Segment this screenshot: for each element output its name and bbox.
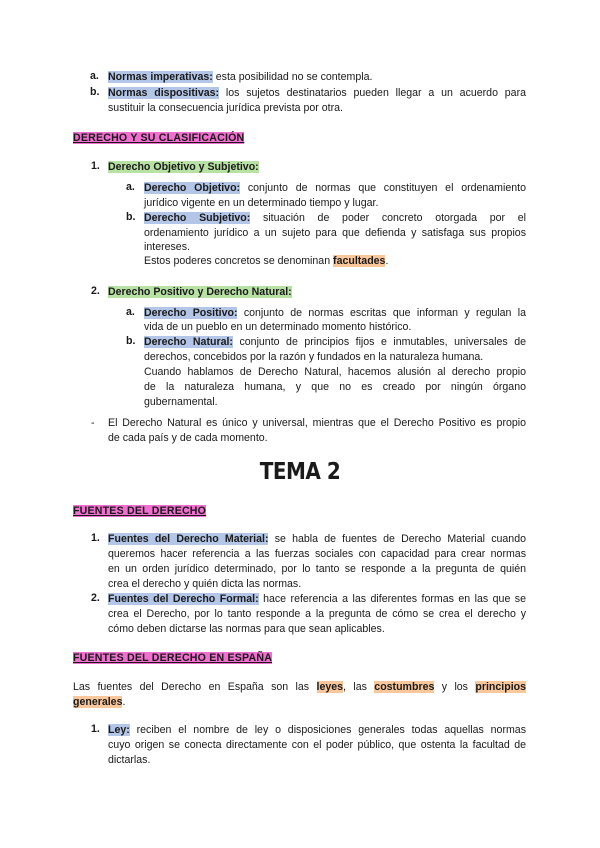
text-fragment: Estos poderes concretos se denominan [144,255,334,267]
list-marker: 2. [91,592,100,604]
list-item [108,532,526,547]
term-definition: hace referencia a las diferentes formas en las que se [263,593,527,605]
text-line: gubernamental. [144,396,218,408]
highlighted-term: principios [475,681,527,693]
text-line: Cuando hablamos de Derecho Natural, hacemos alusión al derecho propio [144,366,526,378]
list-marker: a. [126,181,135,193]
text-line: vida de un pueblo en un determinado momento histórico. [144,321,412,333]
term-definition: conjunto de normas escritas que informan y regulan la [243,307,526,319]
text-line: sustituir la consecuencia jurídica prevista por otra. [108,102,343,114]
text-line: cómo deben dictarse las normas para que sean aplicables. [108,623,385,635]
text-line: en un orden jurídico determinado, por lo tanto se responde a la pregunta de quién [108,563,526,575]
text-line [144,254,388,269]
list-item [144,306,526,321]
list-item [144,335,526,350]
section-heading [73,651,272,666]
list-marker: 1. [91,532,100,544]
highlighted-term: facultades [333,255,386,267]
term-definition: situación de poder concreto otorgada por el [263,212,526,224]
paragraph-line [73,695,125,710]
section-heading-text: FUENTES DEL DERECHO [73,505,207,517]
term-definition: reciben el nombre de ley o disposiciones generales todas aquellas normas [136,724,526,736]
text-fragment: y los [434,681,476,693]
list-item [108,70,526,85]
term-definition: conjunto de principios fijos e inmutables, universales de [239,336,526,348]
section-heading [73,131,244,146]
subsection-title-text: Derecho Positivo y Derecho Natural: [108,286,292,298]
text-fragment: . [385,255,389,267]
term-label: Fuentes del Derecho Material: [108,533,269,545]
subsection-title [108,285,292,300]
text-line: El Derecho Natural es único y universal, mientras que el Derecho Positivo es propio [108,417,526,429]
list-marker: a. [90,70,99,82]
text-line: crea el Derecho, por lo tanto responde a la pregunta de cómo se crea el derecho y [108,608,526,620]
term-label: Derecho Positivo: [144,307,238,319]
term-label: Derecho Objetivo: [144,182,241,194]
subsection-title [108,160,259,175]
text-line: derechos, concebidos por la razón y fundados en la naturaleza humana. [144,351,484,363]
term-definition: se habla de fuentes de Derecho Material cuando [274,533,526,545]
highlighted-term: leyes [316,681,344,693]
subsection-title-text: Derecho Objetivo y Subjetivo: [108,161,259,173]
list-marker: b. [126,211,136,223]
section-heading-text: FUENTES DEL DERECHO EN ESPAÑA [73,652,273,664]
text-line: jurídico vigente en un determinado tiempo y lugar. [144,197,379,209]
term-label: Normas dispositivas: [108,87,220,99]
text-line: dictarlas. [108,754,151,766]
term-label: Derecho Natural: [144,336,233,348]
list-item [108,86,526,101]
text-line: ordenamiento jurídico a un sujeto para que defienda y satisfaga sus propios [144,227,526,239]
text-line: intereses. [144,241,190,253]
list-marker: 1. [91,723,100,735]
highlighted-term: generales [73,696,123,708]
chapter-title: TEMA 2 [259,457,341,485]
text-line: de la naturaleza humana, y que no es creado por ningún órgano [144,381,526,393]
section-heading [73,504,206,519]
list-item [108,592,526,607]
text-fragment: , las [343,681,375,693]
list-marker: 1. [91,160,100,172]
text-line: de cada país y de cada momento. [108,432,268,444]
list-marker: b. [126,335,136,347]
list-marker: 2. [91,285,100,297]
highlighted-term: costumbres [374,681,435,693]
list-item [144,211,526,226]
list-item [108,723,526,738]
text-line: queremos hacer referencia a las fuerzas sociales con capacidad para crear normas [108,548,526,560]
text-line: cuyo origen se conecta directamente con el poder público, que ostenta la facultad de [108,739,526,751]
text-fragment: Las fuentes del Derecho en España son las [73,681,317,693]
text-fragment: . [122,696,126,708]
section-heading-text: DERECHO Y SU CLASIFICACIÓN [73,132,245,144]
term-label: Derecho Subjetivo: [144,212,251,224]
term-label: Normas imperativas: [108,71,213,83]
dash-marker: - [91,417,95,429]
term-label: Ley: [108,724,130,736]
list-marker: a. [126,306,135,318]
list-marker: b. [90,86,100,98]
term-definition: conjunto de normas que constituyen el ordenamiento [247,182,526,194]
term-definition: esta posibilidad no se contempla. [215,71,373,83]
list-item [144,181,526,196]
paragraph-line [73,680,526,695]
term-definition: los sujetos destinatarios pueden llegar a un acuerdo para [225,87,526,99]
term-label: Fuentes del Derecho Formal: [108,593,259,605]
text-line: crea el derecho y quién dicta las normas. [108,578,302,590]
